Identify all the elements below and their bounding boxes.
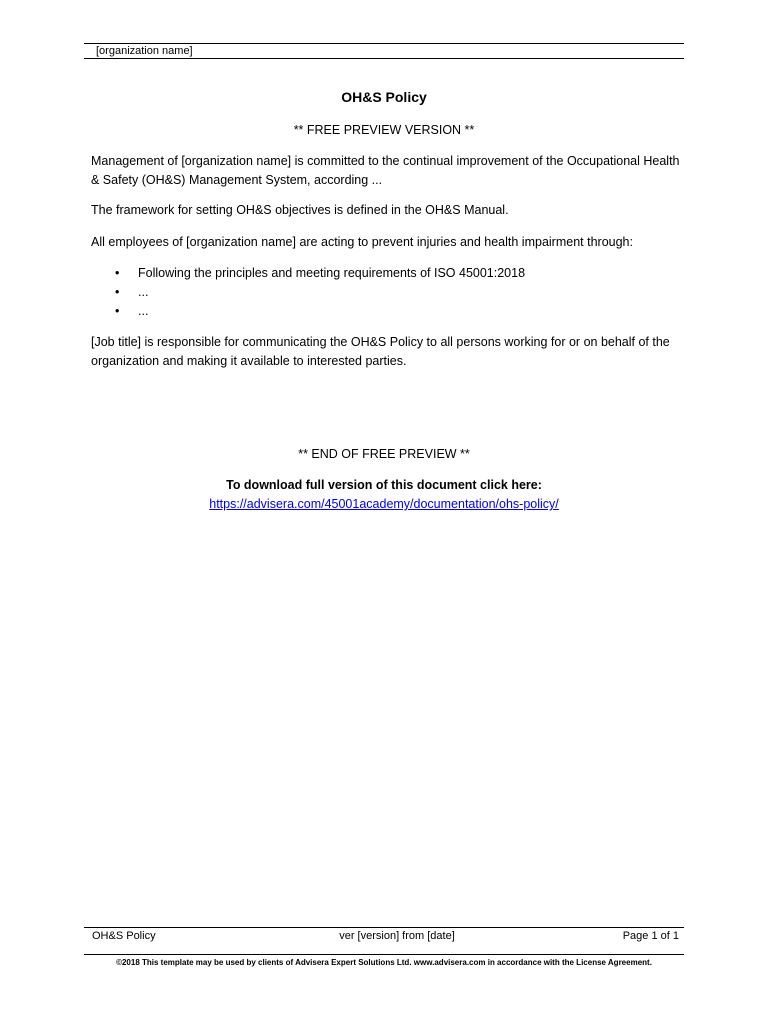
footer-page-number: Page 1 of 1 — [622, 930, 679, 942]
list-item — [91, 302, 651, 321]
bullet-text: Following the principles and meeting requirements of ISO 45001:2018 — [138, 266, 526, 280]
paragraph-employees: All employees of [organization name] are acting to prevent injuries and health impairment through: — [91, 235, 633, 249]
document-title: OH&S Policy — [341, 89, 427, 105]
footer-top-rule — [84, 927, 684, 928]
download-link-row — [84, 495, 684, 514]
bullet-text: ... — [138, 285, 149, 299]
footer-bottom-rule — [84, 954, 684, 955]
bullet-icon: • — [115, 304, 120, 318]
list-item — [91, 264, 651, 283]
bullet-icon: • — [115, 285, 120, 299]
download-link[interactable]: https://advisera.com/45001academy/documentation/ohs-policy/ — [209, 497, 559, 511]
download-instruction: To download full version of this document click here: — [226, 478, 542, 492]
bullet-text: ... — [138, 304, 149, 318]
paragraph-responsibility: [Job title] is responsible for communicating the OH&S Policy to all persons working for or on behalf of the organization and making it available to interested parties. — [91, 335, 670, 368]
header-bottom-rule — [84, 58, 684, 59]
paragraph-commitment: Management of [organization name] is committed to the continual improvement of the Occupational Health & Safety (OH&S) Management System, according ... — [91, 154, 680, 187]
end-preview-notice: ** END OF FREE PREVIEW ** — [298, 447, 470, 461]
footer-document-name: OH&S Policy — [92, 930, 156, 942]
bullet-icon: • — [115, 266, 120, 280]
paragraph-objectives: The framework for setting OH&S objectives is defined in the OH&S Manual. — [91, 203, 509, 217]
list-item — [91, 283, 651, 302]
bullet-list — [91, 264, 651, 321]
header-organization-name: [organization name] — [96, 45, 193, 57]
free-preview-notice: ** FREE PREVIEW VERSION ** — [293, 123, 475, 137]
footer-copyright: ©2018 This template may be used by clients of Advisera Expert Solutions Ltd. www.advisera.com in accordance with the License Agreement. — [116, 958, 652, 967]
footer-version: ver [version] from [date] — [339, 930, 455, 942]
